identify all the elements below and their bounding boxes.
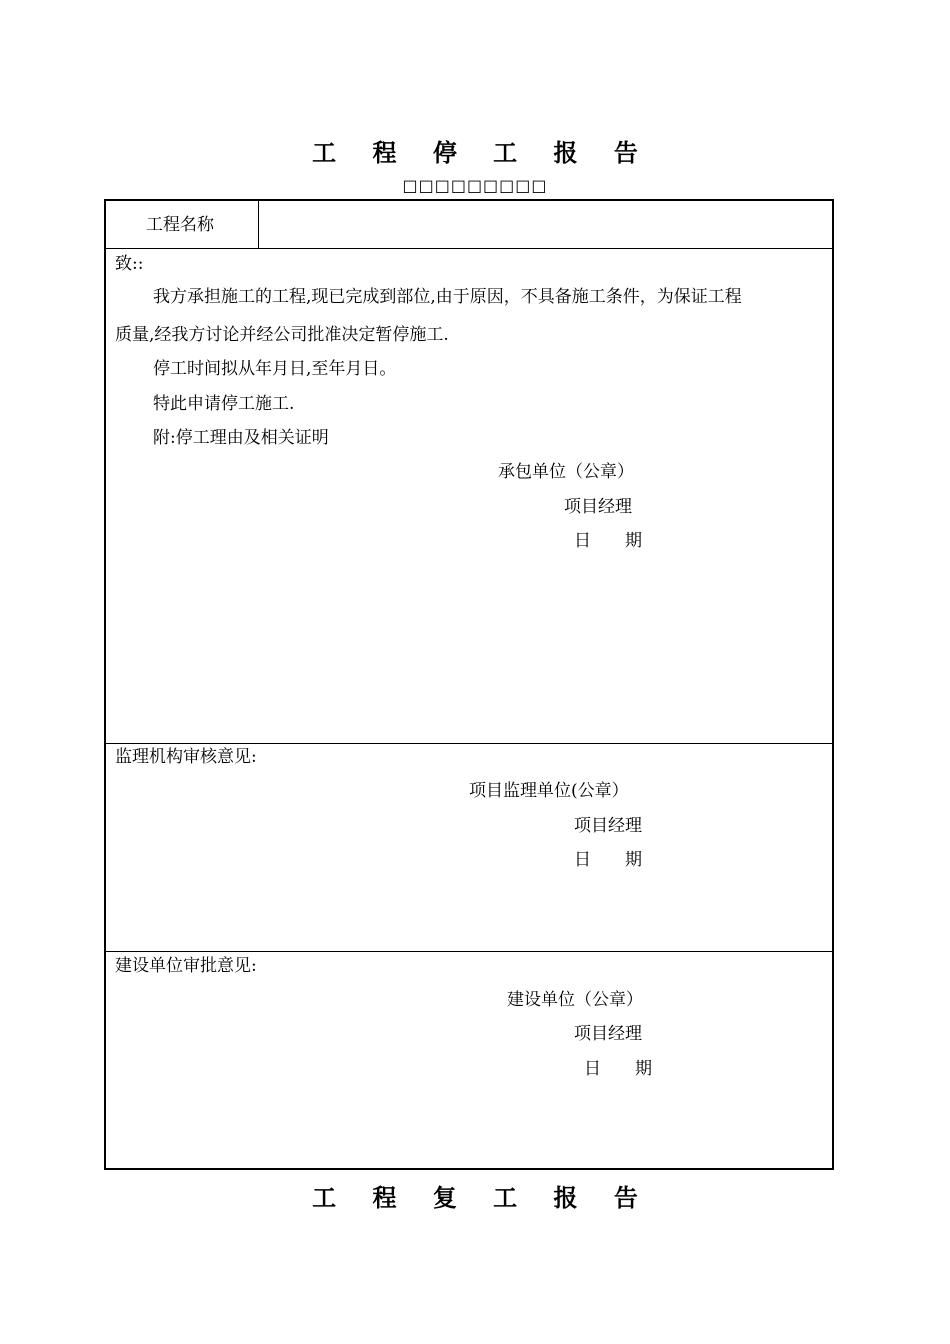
owner-seal-label: 建设单位（公章）	[507, 990, 643, 1010]
contractor-date-label: 日 期	[574, 531, 642, 551]
addressee-line: 致::	[115, 254, 144, 274]
owner-date-label: 日 期	[584, 1059, 652, 1079]
serial-number-boxes: □□□□□□□□□	[402, 176, 548, 195]
supervisor-review-heading: 监理机构审核意见:	[115, 747, 257, 767]
body-line-4: 特此申请停工施工.	[153, 394, 295, 414]
row-divider	[106, 951, 832, 952]
contractor-manager-label: 项目经理	[564, 497, 632, 517]
project-name-label: 工程名称	[146, 215, 214, 235]
body-line-2: 质量,经我方讨论并经公司批准决定暂停施工.	[115, 325, 449, 345]
report-form	[104, 199, 834, 1170]
supervisor-seal-label: 项目监理单位(公章）	[469, 781, 629, 801]
next-report-title: 工 程 复 工 报 告	[312, 1184, 652, 1212]
row-divider	[106, 743, 832, 744]
contractor-seal-label: 承包单位（公章）	[498, 462, 634, 482]
owner-approval-heading: 建设单位审批意见:	[115, 956, 257, 976]
supervisor-date-label: 日 期	[574, 850, 642, 870]
attachment-line: 附:停工理由及相关证明	[153, 428, 329, 448]
row-divider	[106, 248, 832, 249]
supervisor-manager-label: 项目经理	[574, 816, 642, 836]
owner-manager-label: 项目经理	[574, 1024, 642, 1044]
page-title: 工 程 停 工 报 告	[312, 139, 652, 167]
name-cell-divider	[258, 201, 259, 248]
body-line-3: 停工时间拟从年月日,至年月日。	[153, 359, 397, 379]
body-line-1: 我方承担施工的工程,现已完成到部位,由于原因，不具备施工条件，为保证工程	[153, 287, 742, 307]
